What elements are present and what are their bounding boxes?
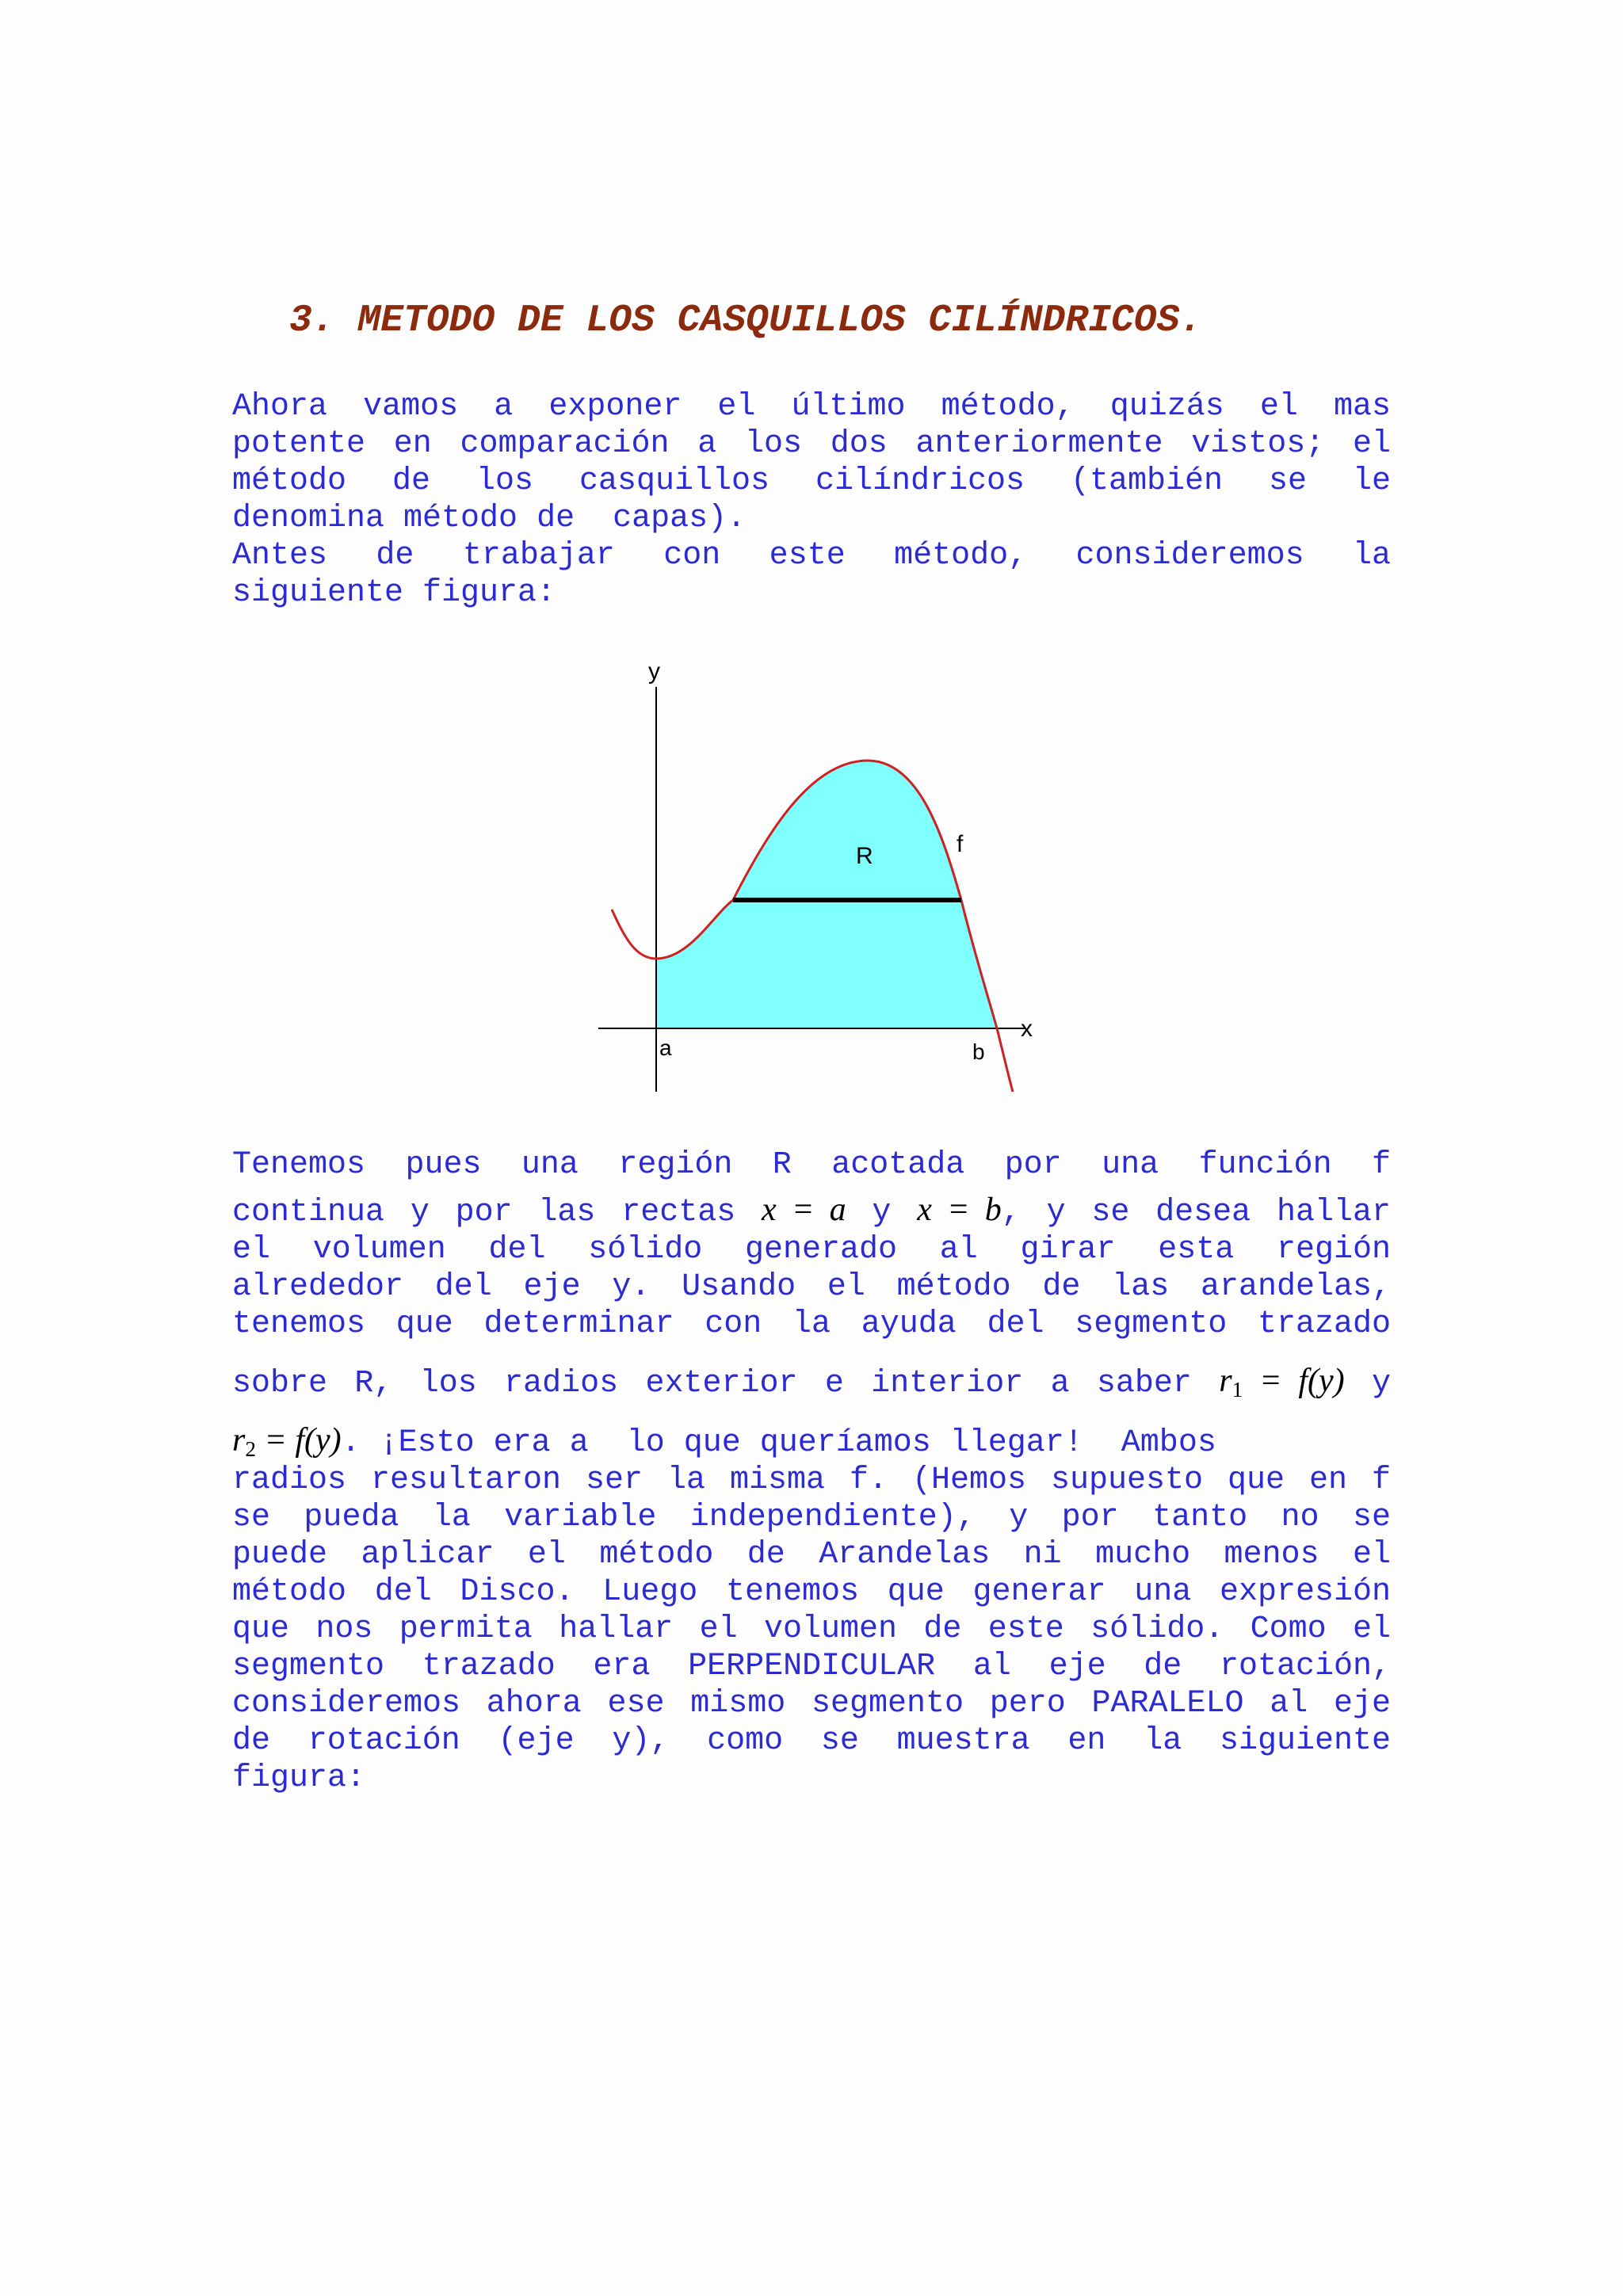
point-b-label: b	[972, 1039, 985, 1064]
text-line: método del Disco. Luego tenemos que generar una expresión	[232, 1574, 1391, 1610]
body-paragraph	[232, 1146, 1391, 1797]
text-run: y	[872, 1195, 892, 1230]
y-axis-label: y	[648, 658, 660, 685]
text-line: alrededor del eje y. Usando el método de las arandelas,	[232, 1269, 1391, 1305]
equation-r2: $r_2 = f(y)$	[232, 1422, 342, 1461]
equation-x-a: x = a	[762, 1192, 846, 1228]
text-line: se pueda la variable independiente), y por tanto no se	[232, 1500, 1391, 1535]
text-line: Ahora vamos a exponer el último método, quizás el mas	[232, 389, 1391, 425]
text-line: consideremos ahora ese mismo segmento pero PARALELO al eje	[232, 1686, 1391, 1722]
text-line: Tenemos pues una región R acotada por una función f	[232, 1147, 1391, 1183]
text-line: potente en comparación a los dos anteriormente vistos; el	[232, 426, 1391, 462]
text-line: que nos permita hallar el volumen de este sólido. Como el	[232, 1611, 1391, 1647]
text-line: puede aplicar el método de Arandelas ni mucho menos el	[232, 1537, 1391, 1573]
text-run: y	[1371, 1366, 1391, 1402]
point-a-label: a	[659, 1035, 672, 1060]
text-line	[232, 1192, 1391, 1231]
intro-paragraph	[232, 388, 1391, 612]
text-run: sobre R, los radios exterior e interior a saber	[232, 1366, 1192, 1402]
text-run: continua y por las rectas	[232, 1195, 736, 1230]
region-figure	[586, 646, 1046, 1105]
equation-x-b: x = b	[917, 1192, 1002, 1228]
text-line: radios resultaron ser la misma f. (Hemos supuesto que en f	[232, 1463, 1391, 1498]
x-axis-label: x	[1021, 1016, 1033, 1042]
curve-label: f	[957, 831, 964, 857]
text-line: denomina método de capas).	[232, 501, 747, 536]
text-line: método de los casquillos cilíndricos (también se le	[232, 463, 1391, 499]
text-run: . ¡Esto era a lo que queríamos llegar! Ambos	[341, 1425, 1216, 1461]
text-line: el volumen del sólido generado al girar esta región	[232, 1232, 1391, 1268]
text-line: figura:	[232, 1760, 366, 1796]
text-line	[232, 1422, 1391, 1462]
text-line	[232, 1363, 1391, 1402]
section-title: 3. METODO DE LOS CASQUILLOS CILÍNDRICOS.	[289, 299, 1203, 342]
region-r-fill	[656, 761, 997, 1028]
text-run: , y se desea hallar	[1001, 1195, 1391, 1230]
text-line: segmento trazado era PERPENDICULAR al eje de rotación,	[232, 1649, 1391, 1684]
text-line: Antes de trabajar con este método, consideremos la	[232, 538, 1391, 574]
region-label: R	[856, 843, 873, 869]
text-line: de rotación (eje y), como se muestra en la siguiente	[232, 1723, 1391, 1759]
text-line: siguiente figura:	[232, 575, 556, 611]
equation-r1: $r_1 = f(y)$	[1219, 1363, 1345, 1402]
text-line: tenemos que determinar con la ayuda del segmento trazado	[232, 1306, 1391, 1342]
